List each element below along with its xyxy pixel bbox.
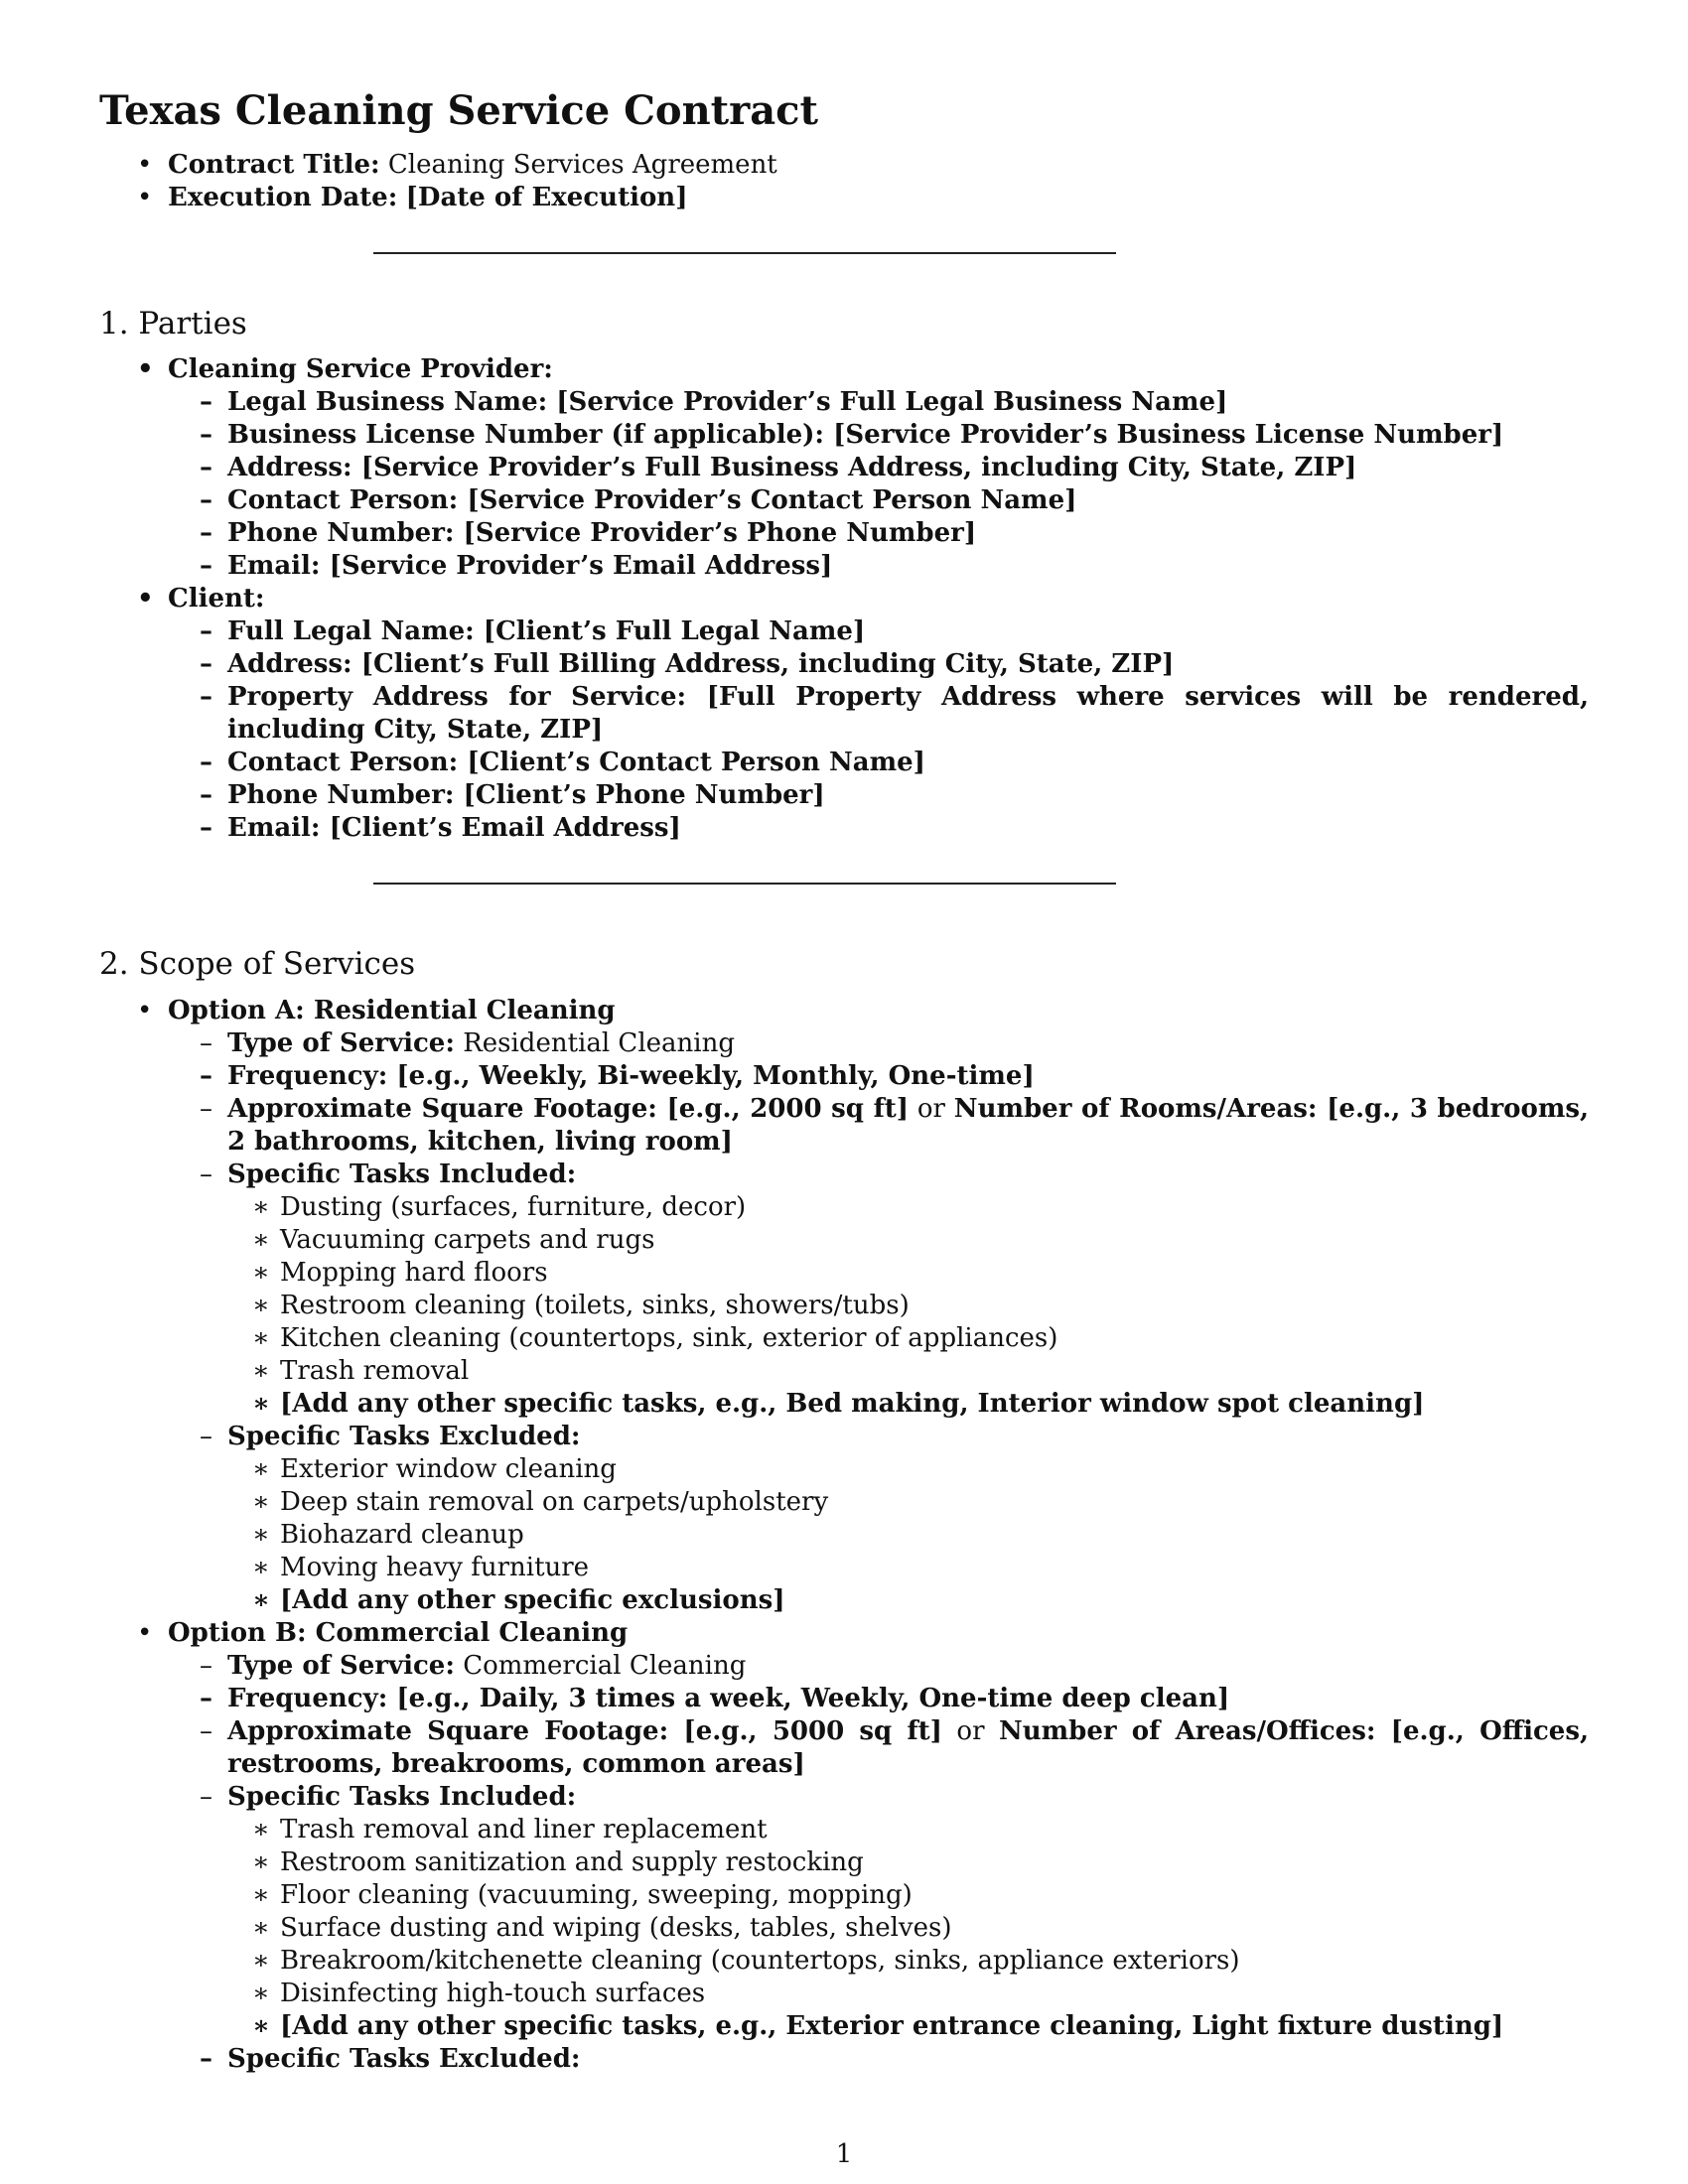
- list-item: ∗ Breakroom/kitchenette cleaning (countertops, sinks, appliance exteriors): [227, 1945, 1589, 1978]
- field-value: [Date of Execution]: [405, 183, 688, 212]
- section-heading-scope: 2. Scope of Services: [99, 946, 416, 983]
- list-item: ∗ Trash removal and liner replacement: [227, 1814, 1589, 1846]
- list-item: [99, 149, 1589, 182]
- list-item: [99, 583, 1589, 845]
- field-label: Execution Date:: [168, 183, 398, 212]
- client-label: Client:: [168, 584, 265, 614]
- horizontal-rule: [373, 252, 1116, 254]
- list-item: [99, 995, 1589, 1617]
- field-text: Number of Rooms/Areas: [e.g., 3 bedrooms, 2 bathrooms, kitchen, living room]: [227, 1093, 1590, 1157]
- list-item: – Address: [Service Provider’s Full Business Address, including City, State, ZIP]: [168, 452, 1589, 484]
- list-item: ∗ [Add any other specific tasks, e.g., Bed making, Interior window spot cleaning]: [227, 1388, 1589, 1421]
- field-label: Type of Service:: [227, 1027, 455, 1058]
- client-list: [168, 615, 1589, 845]
- section-heading-parties: 1. Parties: [99, 306, 247, 341]
- list-item: ∗ Biohazard cleanup: [227, 1519, 1589, 1552]
- list-item: [168, 1781, 1589, 2043]
- field-label: Type of Service:: [227, 1650, 455, 1681]
- tasks-included-label: Specific Tasks Included:: [227, 1159, 577, 1189]
- list-item: ∗ Deep stain removal on carpets/upholstery: [227, 1486, 1589, 1519]
- list-item: – Contact Person: [Service Provider’s Contact Person Name]: [168, 484, 1589, 517]
- field-text: or: [916, 1093, 945, 1124]
- list-item: – Email: [Service Provider’s Email Address]: [168, 550, 1589, 583]
- provider-label: Cleaning Service Provider:: [168, 354, 553, 385]
- list-item: ∗ [Add any other specific tasks, e.g., Exterior entrance cleaning, Light fixture dusting]: [227, 2010, 1589, 2043]
- list-item: ∗ Moving heavy furniture: [227, 1552, 1589, 1584]
- list-item: – Legal Business Name: [Service Provider’s Full Legal Business Name]: [168, 386, 1589, 419]
- list-item: – Frequency: [e.g., Daily, 3 times a week, Weekly, One-time deep clean]: [168, 1683, 1589, 1715]
- document-title: Texas Cleaning Service Contract: [99, 87, 818, 134]
- horizontal-rule: [373, 883, 1116, 885]
- list-item: ∗ Restroom cleaning (toilets, sinks, showers/tubs): [227, 1290, 1589, 1322]
- list-item: ∗ Floor cleaning (vacuuming, sweeping, mopping): [227, 1879, 1589, 1912]
- option-a-label: Option A: Residential Cleaning: [168, 995, 616, 1025]
- tasks-excluded-label: Specific Tasks Excluded:: [227, 1421, 581, 1451]
- tasks-excluded-label: – Specific Tasks Excluded:: [168, 2043, 1589, 2076]
- list-item: ∗ Mopping hard floors: [227, 1257, 1589, 1290]
- list-item: ∗ Exterior window cleaning: [227, 1453, 1589, 1486]
- field-value: Cleaning Services Agreement: [387, 150, 777, 180]
- list-item: [168, 1715, 1589, 1781]
- option-b-label: Option B: Commercial Cleaning: [168, 1617, 629, 1648]
- list-item: – Phone Number: [Client’s Phone Number]: [168, 779, 1589, 812]
- list-item: ∗ Restroom sanitization and supply restocking: [227, 1846, 1589, 1879]
- list-item: [168, 1650, 1589, 1683]
- list-item: – Full Legal Name: [Client’s Full Legal Name]: [168, 615, 1589, 648]
- provider-list: [168, 386, 1589, 583]
- option-a-list: [168, 1027, 1589, 1617]
- field-value: Commercial Cleaning: [463, 1650, 747, 1681]
- list-item: – Property Address for Service: [Full Property Address where services will be rendered, including City, State, ZIP]: [168, 681, 1589, 747]
- page-number: 1: [835, 2139, 853, 2169]
- list-item: ∗ [Add any other specific exclusions]: [227, 1584, 1589, 1617]
- list-item: ∗ Trash removal: [227, 1355, 1589, 1388]
- list-item: – Address: [Client’s Full Billing Address, including City, State, ZIP]: [168, 648, 1589, 681]
- tasks-excluded-list: [227, 1453, 1589, 1617]
- list-item: [168, 1159, 1589, 1421]
- parties-list: [99, 353, 1589, 845]
- list-item: – Email: [Client’s Email Address]: [168, 812, 1589, 845]
- list-item: [168, 1093, 1589, 1159]
- header-list: [99, 149, 1589, 214]
- tasks-included-list: [227, 1191, 1589, 1421]
- list-item: – Phone Number: [Service Provider’s Phone Number]: [168, 517, 1589, 550]
- list-item: ∗ Surface dusting and wiping (desks, tables, shelves): [227, 1912, 1589, 1945]
- list-item: ∗ Dusting (surfaces, furniture, decor): [227, 1191, 1589, 1224]
- list-item: [99, 353, 1589, 583]
- field-value: Residential Cleaning: [463, 1027, 735, 1058]
- list-item: ∗ Disinfecting high-touch surfaces: [227, 1978, 1589, 2010]
- list-item: ∗ Kitchen cleaning (countertops, sink, exterior of appliances): [227, 1322, 1589, 1355]
- scope-list: [99, 995, 1589, 2076]
- list-item: [168, 1421, 1589, 1617]
- tasks-included-label: Specific Tasks Included:: [227, 1781, 577, 1812]
- document-page: [99, 87, 1589, 2076]
- tasks-included-list: [227, 1814, 1589, 2043]
- list-item: – Contact Person: [Client’s Contact Person Name]: [168, 747, 1589, 779]
- list-item: [99, 1617, 1589, 2076]
- list-item: – Business License Number (if applicable): [Service Provider’s Business License Number]: [168, 419, 1589, 452]
- option-b-list: [168, 1650, 1589, 2076]
- field-text: Approximate Square Footage: [e.g., 2000 sq ft]: [227, 1093, 910, 1124]
- list-item: [168, 1027, 1589, 1060]
- list-item: – Frequency: [e.g., Weekly, Bi-weekly, Monthly, One-time]: [168, 1060, 1589, 1093]
- field-label: Contract Title:: [168, 150, 380, 180]
- field-text: Approximate Square Footage: [e.g., 5000 sq ft]: [227, 1715, 942, 1746]
- list-item: [99, 182, 1589, 214]
- field-text: Number of Areas/Offices: [e.g., Offices, restrooms, breakrooms, common areas]: [227, 1715, 1590, 1779]
- list-item: ∗ Vacuuming carpets and rugs: [227, 1224, 1589, 1257]
- field-text: or: [956, 1715, 985, 1746]
